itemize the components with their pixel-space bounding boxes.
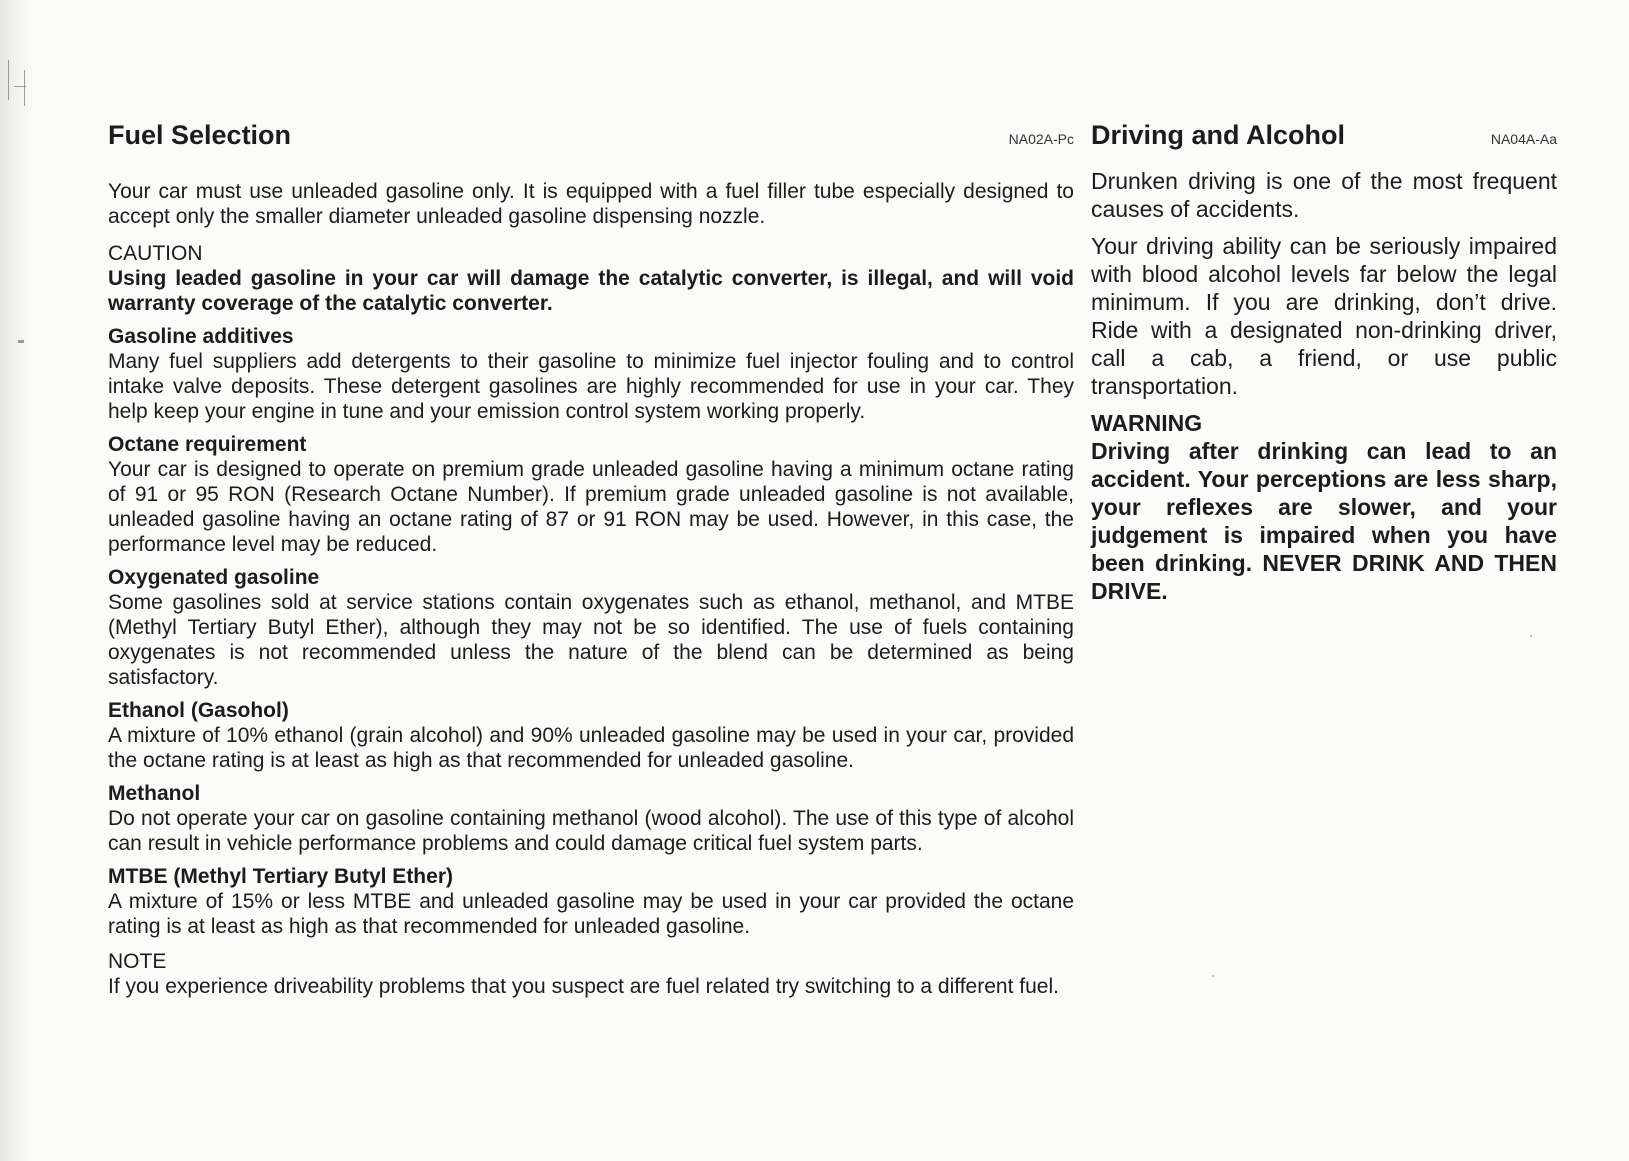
driving-alcohol-title: Driving and Alcohol <box>1091 120 1346 150</box>
fuel-section <box>108 432 1074 557</box>
page-binding-edge <box>0 0 34 1161</box>
section-text: Some gasolines sold at service stations contain oxygenates such as ethanol, methanol, and MTBE (Methyl Tertiary Butyl Ether), although they may not be so identified. The use of fuels containing oxygenates is not recommended unless the nature of the blend can be determined as being satisfactory. <box>108 591 1074 689</box>
note-label: NOTE <box>108 950 167 973</box>
driving-alcohol-header <box>1091 120 1557 151</box>
fuel-section <box>108 324 1074 424</box>
fuel-selection-header <box>108 120 1074 151</box>
section-text: Do not operate your car on gasoline containing methanol (wood alcohol). The use of this type of alcohol can result in vehicle performance problems and could damage critical fuel system parts. <box>108 807 1074 855</box>
caution-label: CAUTION <box>108 242 203 265</box>
scan-mark <box>24 70 25 106</box>
fuel-intro-text: Your car must use unleaded gasoline only. It is equipped with a fuel filler tube especially designed to accept only the smaller diameter unleaded gasoline dispensing nozzle. <box>108 180 1074 228</box>
note-text: If you experience driveability problems that you suspect are fuel related try switching to a different fuel. <box>108 975 1059 998</box>
section-heading: Ethanol (Gasohol) <box>108 699 289 722</box>
section-heading: Octane requirement <box>108 433 307 456</box>
section-text: Many fuel suppliers add detergents to their gasoline to minimize fuel injector fouling and to control intake valve deposits. These detergent gasolines are highly recommended for use in your car. They help keep your engine in tune and your emission control system working properly. <box>108 350 1074 423</box>
scan-mark <box>8 60 9 100</box>
warning-label: WARNING <box>1091 410 1203 436</box>
section-text: A mixture of 10% ethanol (grain alcohol) and 90% unleaded gasoline may be used in your car, provided the octane rating is at least as high as that recommended for unleaded gasoline. <box>108 724 1074 772</box>
scan-mark <box>18 340 24 343</box>
section-heading: MTBE (Methyl Tertiary Butyl Ether) <box>108 865 453 888</box>
driving-alcohol-code: NA04A-Aa <box>1490 131 1557 147</box>
drunken-driving-text: Drunken driving is one of the most frequent causes of accidents. <box>1091 168 1557 222</box>
fuel-section <box>108 565 1074 690</box>
scan-speck <box>1212 975 1214 977</box>
section-heading: Methanol <box>108 782 201 805</box>
fuel-section <box>108 781 1074 856</box>
fuel-selection-code: NA02A-Pc <box>1008 131 1074 147</box>
fuel-selection-title: Fuel Selection <box>108 120 292 150</box>
fuel-section <box>108 864 1074 939</box>
driving-ability-text: Your driving ability can be seriously impaired with blood alcohol levels far below the legal minimum. If you are drinking, don’t drive. Ride with a designated non-drinking driver, call a cab, a friend, or use public transportation. <box>1091 233 1557 399</box>
warning-text: Driving after drinking can lead to an accident. Your perceptions are less sharp, your reflexes are slower, and your judgement is impaired when you have been drinking. NEVER DRINK AND THEN DRIVE. <box>1091 438 1557 604</box>
fuel-section <box>108 698 1074 773</box>
fuel-selection-column <box>108 120 1074 999</box>
driving-alcohol-column <box>1091 120 1557 605</box>
section-text: A mixture of 15% or less MTBE and unleaded gasoline may be used in your car provided the octane rating is at least as high as that recommended for unleaded gasoline. <box>108 890 1074 938</box>
scan-speck <box>1530 635 1532 637</box>
caution-text: Using leaded gasoline in your car will damage the catalytic converter, is illegal, and will void warranty coverage of the catalytic converter. <box>108 267 1074 315</box>
section-heading: Gasoline additives <box>108 325 294 348</box>
section-heading: Oxygenated gasoline <box>108 566 320 589</box>
section-text: Your car is designed to operate on premium grade unleaded gasoline having a minimum octane rating of 91 or 95 RON (Research Octane Number). If premium grade unleaded gasoline is not available, unleaded gasoline having an octane rating of 87 or 91 RON may be used. However, in this case, the performance level may be reduced. <box>108 458 1074 556</box>
